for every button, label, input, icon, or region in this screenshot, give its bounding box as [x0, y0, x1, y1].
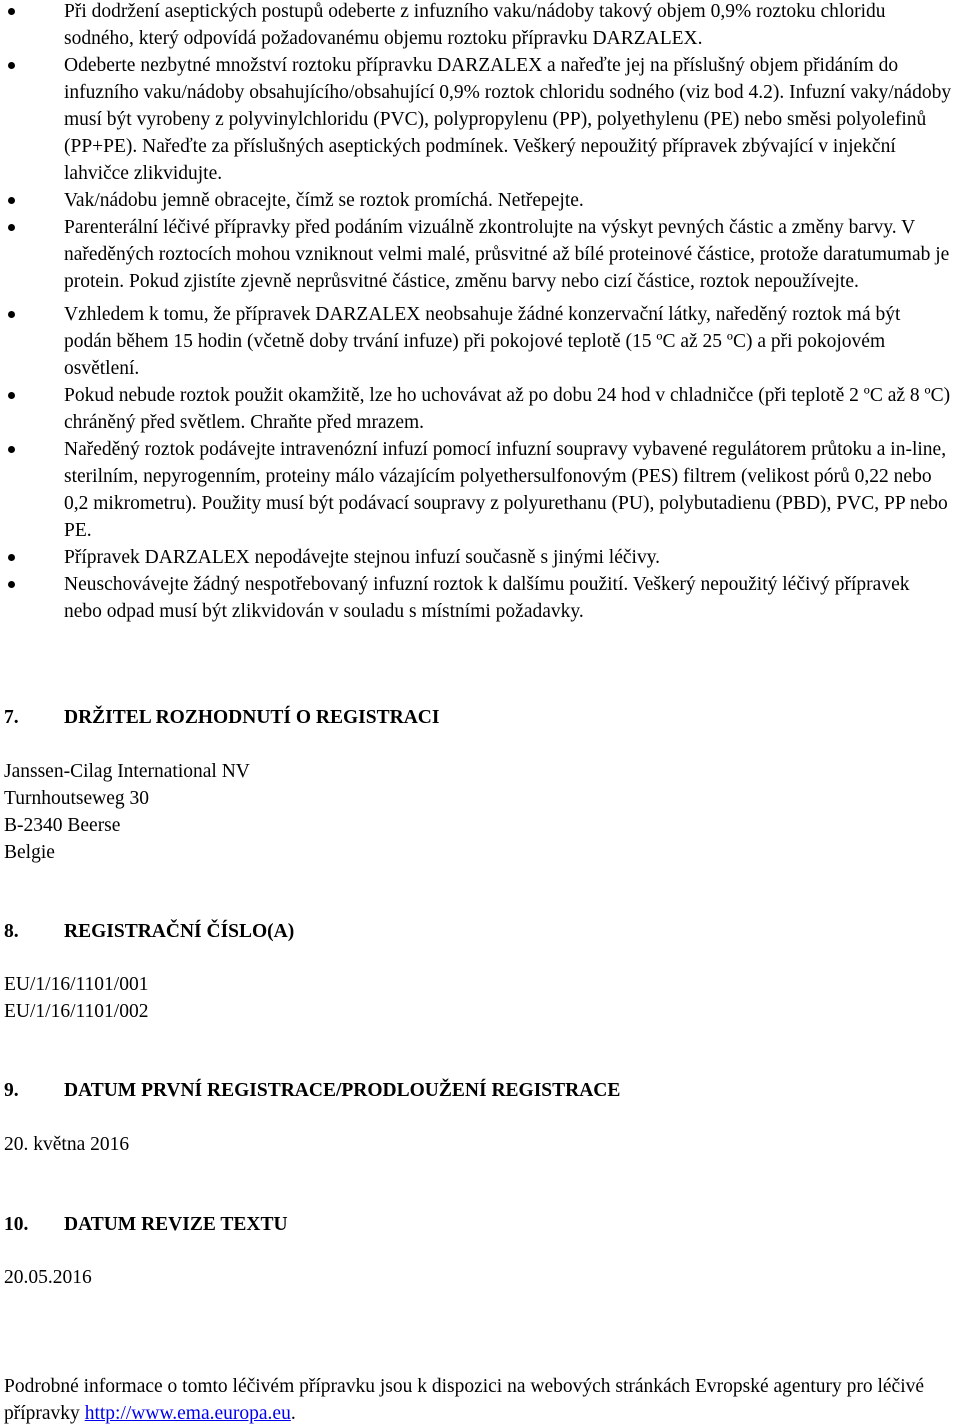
ema-link[interactable]: http://www.ema.europa.eu — [84, 1403, 291, 1424]
holder-street: Turnhoutseweg 30 — [4, 788, 149, 809]
bullet-icon — [8, 446, 15, 453]
section-number: 10. — [4, 1214, 29, 1235]
section-title: DATUM PRVNÍ REGISTRACE/PRODLOUŽENÍ REGISTRACE — [64, 1080, 621, 1101]
section-title: DATUM REVIZE TEXTU — [64, 1214, 288, 1235]
holder-country: Belgie — [4, 842, 55, 863]
list-item-text: Při dodržení aseptických postupů odeberte z infuzního vaku/nádoby takový objem 0,9% roztoku chloridu sodného, který odpovídá požadovanému objemu roztoku přípravku DARZALEX. — [64, 1, 886, 49]
list-item — [0, 382, 960, 436]
section-8-heading — [4, 918, 294, 945]
section-title: DRŽITEL ROZHODNUTÍ O REGISTRACI — [64, 707, 440, 728]
list-item-text: Vzhledem k tomu, že přípravek DARZALEX neobsahuje žádné konzervační látky, naředěný roztok má být podán během 15 hodin (včetně doby trvání infuze) při pokojové teplotě (15 ºC až 25 ºC) a při pokojovém osvětlení. — [64, 304, 901, 379]
section-7-heading — [4, 704, 439, 731]
section-number: 9. — [4, 1080, 19, 1101]
list-item — [0, 0, 960, 52]
holder-city: B-2340 Beerse — [4, 815, 121, 836]
revision-date: 20.05.2016 — [4, 1267, 92, 1288]
list-item-text: Naředěný roztok podávejte intravenózní infuzí pomocí infuzní soupravy vybavené regulátorem průtoku a in-line, sterilním, nepyrogenním, proteiny málo vázajícím polyethersulfonovým (PES) filtrem (velikost pórů 0,22 nebo 0,2 mikrometru). Použity musí být podávací soupravy z polyurethanu (PU), polybutadienu (PBD), PVC, PP nebo PE. — [64, 439, 948, 541]
list-item — [0, 301, 960, 382]
bullet-icon — [8, 311, 15, 318]
footer-end: . — [290, 1403, 296, 1424]
list-item-text: Odeberte nezbytné množství roztoku přípravku DARZALEX a nařeďte jej na příslušný objem přidáním do infuzního vaku/nádoby obsahujícího/obsahující 0,9% roztok chloridu sodného (viz bod 4.2). Infuzní vaky/nádoby musí být vyrobeny z polyvinylchloridu (PVC), polypropylenu (PP), polyethylenu (PE) nebo směsi polyolefinů (PP+PE). Nařeďte za příslušných aseptických podmínek. Veškerý nepoužitý přípravek zbývající v injekční lahvičce zlikvidujte. — [64, 55, 952, 184]
bullet-icon — [8, 8, 15, 15]
bullet-icon — [8, 62, 15, 69]
bullet-icon — [8, 554, 15, 561]
list-item-text: Parenterální léčivé přípravky před podáním vizuálně zkontrolujte na výskyt pevných částic a změny barvy. V naředěných roztocích mohou vzniknout velmi malé, průsvitné až bílé proteinové částice, protože daratumumab je protein. Pokud zjistíte zjevně neprůsvitné částice, změnu barvy nebo cizí částice, roztok nepoužívejte. — [64, 217, 950, 292]
list-item-text: Neuschovávejte žádný nespotřebovaný infuzní roztok k dalšímu použití. Veškerý nepoužitý léčivý přípravek nebo odpad musí být zlikvidován v souladu s místními požadavky. — [64, 574, 910, 622]
section-title: REGISTRAČNÍ ČÍSLO(A) — [64, 921, 295, 942]
first-registration-date: 20. května 2016 — [4, 1134, 130, 1155]
section-number: 7. — [4, 707, 19, 728]
list-item — [0, 214, 960, 295]
registration-number: EU/1/16/1101/001 — [4, 974, 149, 995]
list-item — [0, 52, 960, 187]
bullet-icon — [8, 197, 15, 204]
list-item-text: Přípravek DARZALEX nepodávejte stejnou infuzí současně s jinými léčivy. — [64, 547, 661, 568]
list-item — [0, 571, 960, 625]
bullet-icon — [8, 581, 15, 588]
list-item — [0, 544, 960, 571]
registration-number: EU/1/16/1101/002 — [4, 1001, 149, 1022]
footer-note — [4, 1373, 944, 1427]
section-9-heading — [4, 1077, 620, 1104]
bullet-icon — [8, 224, 15, 231]
instruction-list — [0, 0, 960, 625]
holder-name: Janssen-Cilag International NV — [4, 761, 250, 782]
list-item-text: Pokud nebude roztok použit okamžitě, lze ho uchovávat až po dobu 24 hod v chladničce (při teplotě 2 ºC až 8 ºC) chráněný před světlem. Chraňte před mrazem. — [64, 385, 951, 433]
list-item — [0, 436, 960, 544]
list-item — [0, 187, 960, 214]
bullet-icon — [8, 392, 15, 399]
footer-text: Podrobné informace o tomto léčivém přípravku jsou k dispozici na webových stránkách Evropské agentury pro léčivé přípravky — [4, 1376, 925, 1424]
section-number: 8. — [4, 921, 19, 942]
section-10-heading — [4, 1211, 288, 1238]
list-item-text: Vak/nádobu jemně obracejte, čímž se roztok promíchá. Netřepejte. — [64, 190, 584, 211]
